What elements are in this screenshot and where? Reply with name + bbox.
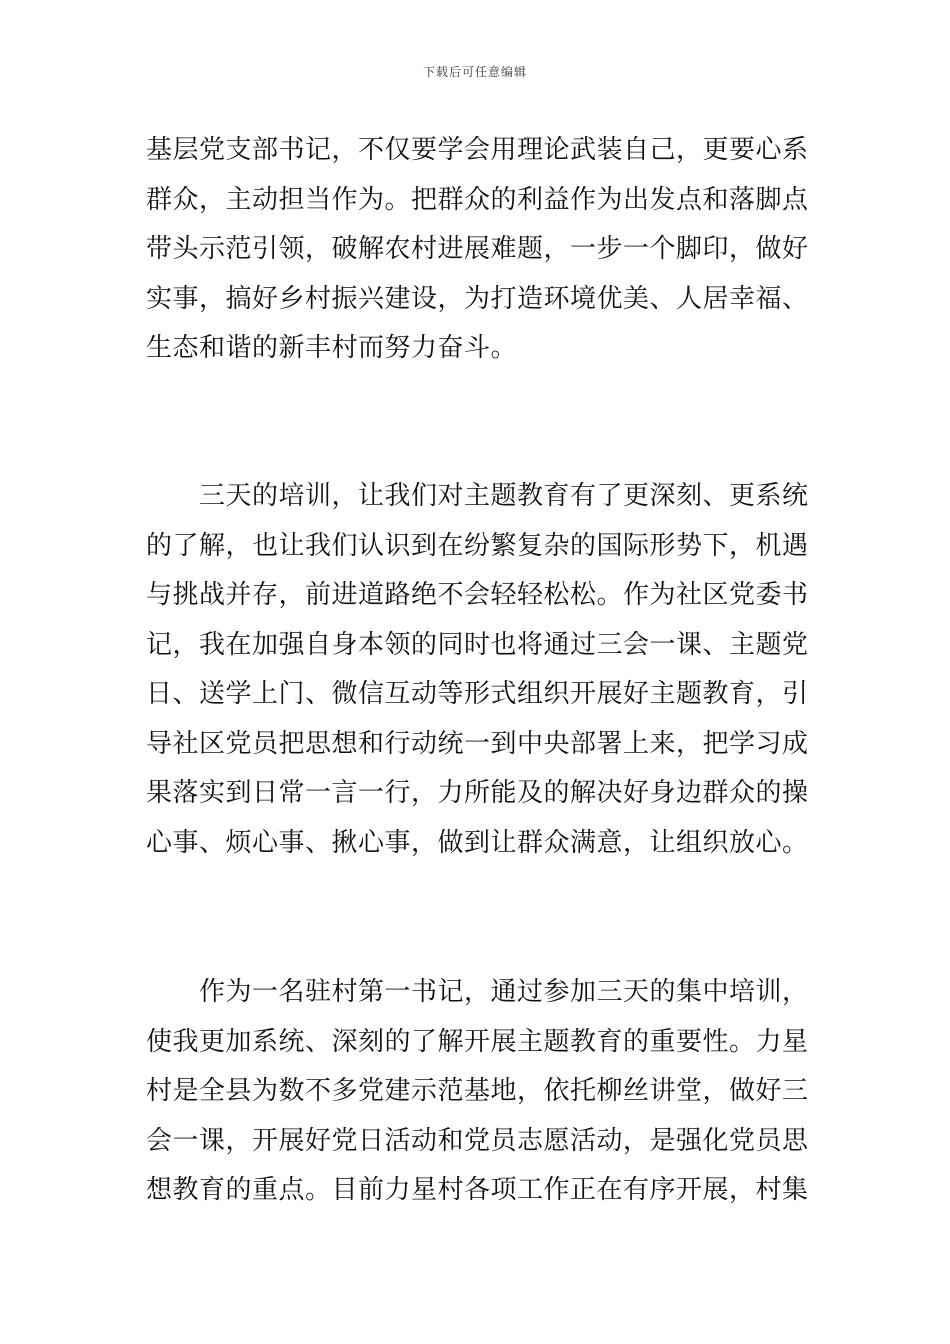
- paragraph-line: 带头示范引领，破解农村进展难题，一步一个脚印，做好: [146, 234, 809, 264]
- paragraph-3: [146, 968, 818, 1216]
- paragraph-line: 日、送学上门、微信互动等形式组织开展好主题教育，引: [146, 679, 809, 709]
- paragraph-2: [146, 472, 818, 868]
- paragraph-line: 导社区党员把思想和行动统一到中央部署上来，把学习成: [146, 728, 809, 759]
- paragraph-line: 三天的培训，让我们对主题教育有了更深刻、更系统: [146, 481, 809, 511]
- paragraph-line: 生态和谐的新丰村而努力奋斗。: [146, 333, 518, 363]
- paragraph-line: 使我更加系统、深刻的了解开展主题教育的重要性。力星: [146, 1026, 809, 1057]
- paragraph-line: 心事、烦心事、揪心事，做到让群众满意，让组织放心。: [146, 827, 809, 858]
- paragraph-line: 的了解，也让我们认识到在纷繁复杂的国际形势下，机遇: [146, 530, 809, 561]
- paragraph-line: 会一课，开展好党日活动和党员志愿活动，是强化党员思: [146, 1125, 809, 1156]
- paragraph-line: 群众，主动担当作为。把群众的利益作为出发点和落脚点: [146, 184, 809, 215]
- page-header: 下载后可任意编辑: [422, 65, 527, 79]
- paragraph-line: 村是全县为数不多党建示范基地，依托柳丝讲堂，做好三: [146, 1076, 809, 1106]
- paragraph-line: 与挑战并存，前进道路绝不会轻轻松松。作为社区党委书: [146, 580, 809, 610]
- paragraph-line: 实事，搞好乡村振兴建设，为打造环境优美、人居幸福、: [146, 283, 809, 314]
- paragraph-line: 基层党支部书记，不仅要学会用理论武装自己，更要心系: [146, 135, 809, 165]
- paragraph-1: [146, 126, 818, 374]
- paragraph-line: 记，我在加强自身本领的同时也将通过三会一课、主题党: [146, 629, 809, 660]
- paragraph-line: 想教育的重点。目前力星村各项工作正在有序开展，村集: [146, 1175, 809, 1205]
- paragraph-line: 果落实到日常一言一行，力所能及的解决好身边群众的操: [146, 778, 809, 808]
- paragraph-line: 作为一名驻村第一书记，通过参加三天的集中培训，: [146, 977, 809, 1007]
